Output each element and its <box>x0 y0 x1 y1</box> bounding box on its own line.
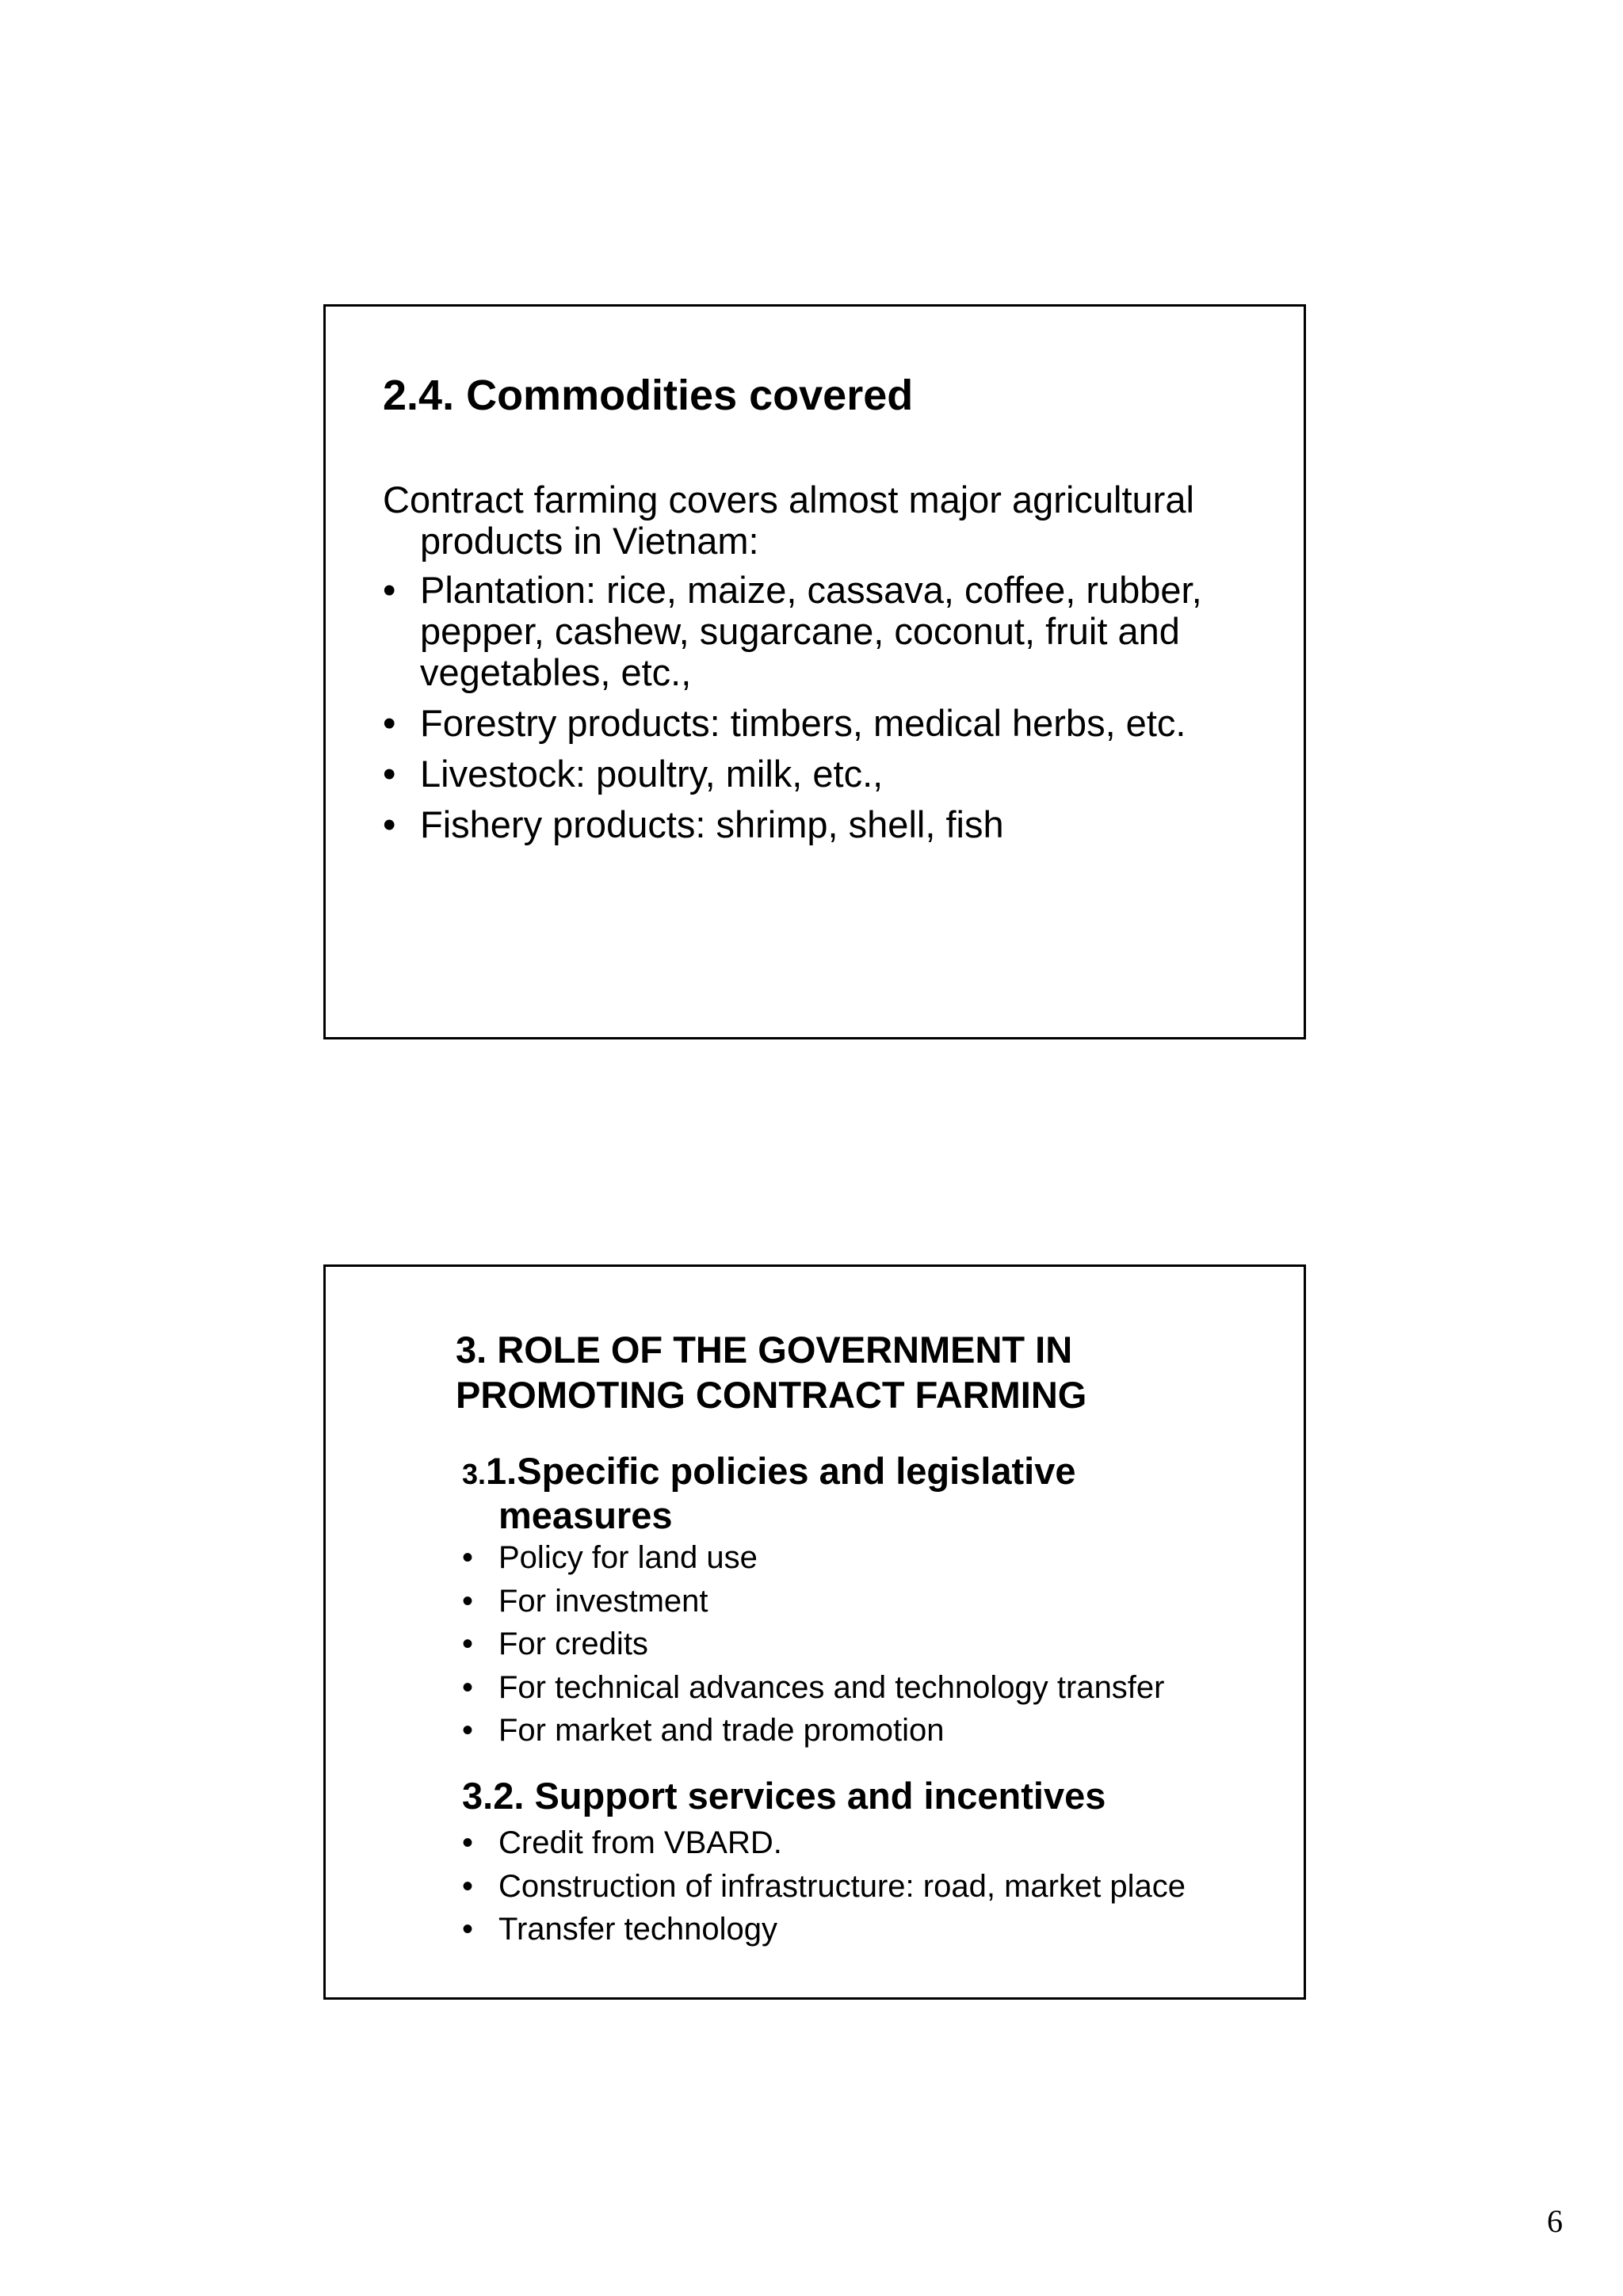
list-item <box>462 1709 1165 1753</box>
list-item-text: For market and trade promotion <box>498 1713 945 1748</box>
list-item-text: Construction of infrastructure: road, market place <box>498 1868 1186 1904</box>
bullet-icon: • <box>462 1912 474 1947</box>
bullet-icon: • <box>462 1627 474 1661</box>
list-item <box>383 570 1270 693</box>
section-heading-policies <box>462 1451 1175 1536</box>
list-item-text: Livestock: poultry, milk, etc., <box>420 753 884 795</box>
list-item-text: Policy for land use <box>498 1540 758 1575</box>
bullet-icon: • <box>462 1713 474 1748</box>
list-item <box>383 703 1270 744</box>
intro-paragraph: Contract farming covers almost major agricultural products in Vietnam: <box>383 479 1194 562</box>
list-item-text: Forestry products: timbers, medical herbs, etc. <box>420 702 1186 744</box>
list-item <box>462 1821 1186 1865</box>
list-item-text: Credit from VBARD. <box>498 1825 782 1860</box>
support-list <box>462 1821 1186 1951</box>
bullet-icon: • <box>462 1669 474 1705</box>
policy-list <box>462 1536 1165 1753</box>
slide-title: 2.4. Commodities covered <box>383 372 914 419</box>
slide-role-of-government <box>323 1264 1306 2000</box>
bullet-icon: • <box>462 1868 474 1904</box>
bullet-icon: • <box>383 803 396 845</box>
bullet-icon: • <box>462 1583 474 1619</box>
page-number: 6 <box>1547 2203 1563 2239</box>
slide-body <box>383 479 1270 855</box>
bullet-icon: • <box>383 753 396 795</box>
list-item <box>462 1580 1165 1623</box>
commodity-list <box>383 570 1270 845</box>
list-item-text: Transfer technology <box>498 1912 778 1947</box>
slide-commodities-covered <box>323 304 1306 1039</box>
section-heading-rest: measures <box>498 1494 673 1536</box>
section-heading-lead: 1.Specific policies and legislative <box>486 1450 1076 1492</box>
bullet-icon: • <box>383 569 396 611</box>
section-heading-support: 3.2. Support services and incentives <box>462 1775 1106 1817</box>
section-number: 3. <box>462 1458 487 1490</box>
list-item-text: Plantation: rice, maize, cassava, coffee, rubber, pepper, cashew, sugarcane, coconut, fruit and vegetables, etc., <box>420 569 1202 693</box>
list-item <box>462 1666 1165 1710</box>
list-item-text: For credits <box>498 1627 648 1661</box>
list-item-text: Fishery products: shrimp, shell, fish <box>420 803 1004 845</box>
bullet-icon: • <box>462 1825 474 1860</box>
list-item <box>383 804 1270 845</box>
bullet-icon: • <box>383 702 396 744</box>
bullet-icon: • <box>462 1540 474 1575</box>
list-item-text: For investment <box>498 1583 708 1619</box>
list-item <box>383 753 1270 795</box>
list-item <box>462 1623 1165 1666</box>
list-item <box>462 1536 1165 1580</box>
list-item-text: For technical advances and technology transfer <box>498 1669 1165 1705</box>
list-item <box>462 1908 1186 1951</box>
slide-title: 3. ROLE OF THE GOVERNMENT IN PROMOTING CONTRACT FARMING <box>456 1329 1087 1416</box>
list-item <box>462 1865 1186 1909</box>
